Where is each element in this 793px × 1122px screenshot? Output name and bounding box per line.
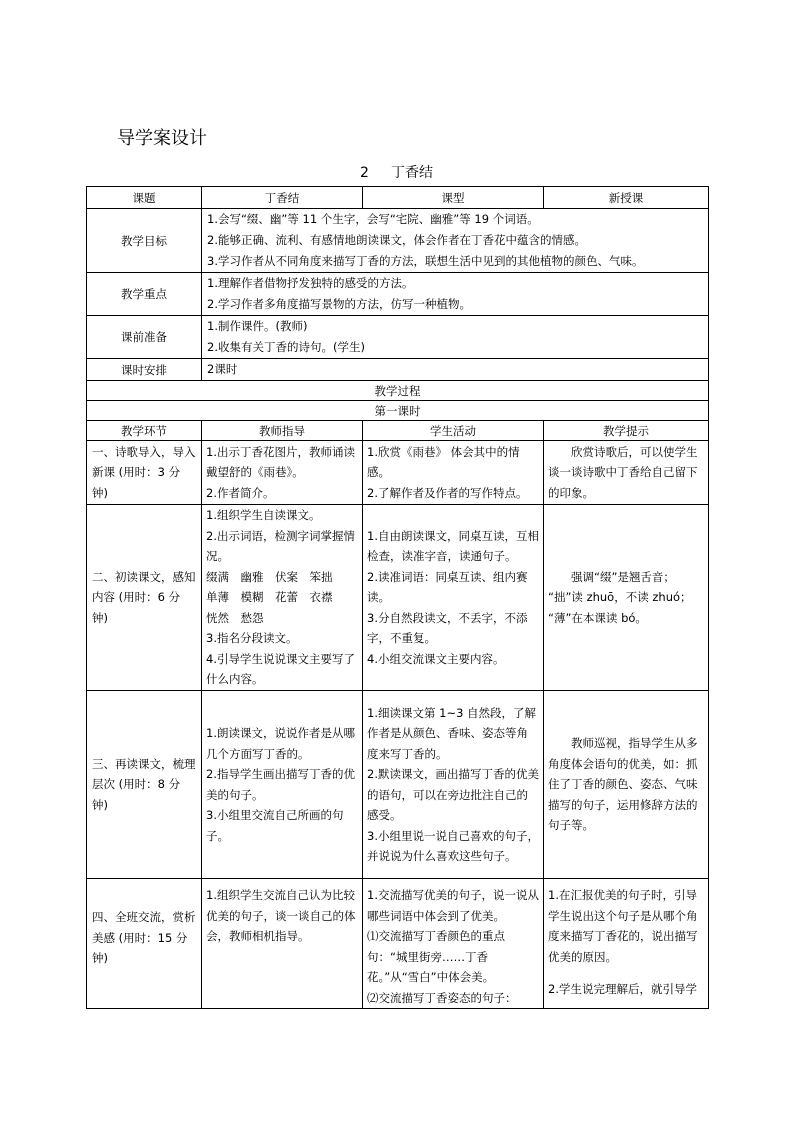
- student-item: 3.小组里说一说自己喜欢的句子，并说说为什么喜欢这些句子。: [367, 828, 539, 863]
- student-item: ⑴交流描写丁香颜色的重点句：“城里街旁……丁香花。”从“雪白”中体会美。: [367, 929, 505, 984]
- process-row: [87, 441, 709, 505]
- lesson-number: 2: [360, 165, 369, 181]
- header-stage: 教学环节: [87, 421, 202, 441]
- student-item: ⑵交流描写丁香姿态的句子：: [367, 990, 517, 1005]
- teacher-cell: [202, 441, 363, 505]
- header-teacher: 教师指导: [202, 421, 363, 441]
- topic-row: [87, 187, 709, 209]
- header-tip: 教学提示: [544, 421, 709, 441]
- student-cell: [363, 691, 544, 879]
- focus-label: 教学重点: [87, 273, 202, 316]
- teacher-item: 2.作者简介。: [206, 485, 275, 500]
- prep-item: 2.收集有关丁香的诗句。(学生): [207, 340, 365, 354]
- prep-item: 1.制作课件。(教师): [207, 319, 308, 333]
- document-title: 导学案设计: [117, 128, 207, 149]
- tip-cell: [544, 505, 709, 691]
- lesson-plan-table: [86, 186, 709, 1009]
- prep-row: [87, 316, 709, 359]
- lesson-name: 丁香结: [390, 165, 433, 181]
- stage-cell: 三、再读课文，梳理层次 (用时：8 分钟): [87, 691, 202, 879]
- teacher-item: 2.出示词语，检测字词掌握情况。: [206, 528, 355, 564]
- tip-item: 强调“缀”是翘舌音；: [571, 569, 675, 584]
- teacher-item: 2.指导学生画出描写丁香的优美的句子。: [206, 767, 355, 802]
- student-cell: [363, 505, 544, 691]
- stage-cell: 四、全班交流，赏析美感 (用时：15 分钟): [87, 879, 202, 1009]
- word-list-line: 恍然 愁怨: [206, 610, 264, 625]
- stage-cell: 一、诗歌导入，导入新课 (用时：3 分钟): [87, 441, 202, 505]
- teacher-item: 3.指名分段读文。: [206, 631, 298, 646]
- student-cell: [363, 879, 544, 1009]
- goal-item: 1.会写“缀、幽”等 11 个生字，会写“宅院、幽雅”等 19 个词语。: [207, 212, 539, 226]
- process-row: [87, 879, 709, 1009]
- goals-row: [87, 209, 709, 273]
- tip-cell: [544, 691, 709, 879]
- teacher-item: 1.出示丁香花图片，教师诵读戴望舒的《雨巷》。: [206, 444, 355, 480]
- word-list-line: 缀满 幽雅 伏案 笨拙: [206, 569, 333, 584]
- student-item: 4.小组交流课文主要内容。: [367, 651, 505, 666]
- topic-label: 课题: [87, 187, 202, 209]
- focus-item: 2.学习作者多角度描写景物的方法，仿写一种植物。: [207, 297, 471, 311]
- teacher-item: 3.小组里交流自己所画的句子。: [206, 808, 344, 843]
- word-list-line: 单薄 模糊 花蕾 衣襟: [206, 590, 333, 605]
- student-item: 3.分自然段读文，不丢字，不添字，不重复。: [367, 610, 528, 646]
- student-item: 2.默读课文，画出描写丁香的优美的语句，可以在旁边批注自己的感受。: [367, 767, 539, 822]
- tip-cell: [544, 879, 709, 1009]
- focus-cell: [202, 273, 709, 316]
- teacher-item: 1.组织学生自读课文。: [206, 508, 321, 523]
- teacher-cell: [202, 505, 363, 691]
- student-item: 1.交流描写优美的句子，说一说从哪些词语中体会到了优美。: [367, 888, 539, 923]
- tip-item: 2.学生说完理解后，就引导学: [548, 982, 697, 996]
- tip-item: “拙”读 zhuō，不读 zhuó；: [548, 590, 692, 605]
- type-value: 新授课: [544, 187, 709, 209]
- tip-item: 欣赏诗歌后，可以使学生谈一谈诗歌中丁香给自己留下的印象。: [548, 444, 698, 500]
- student-cell: [363, 441, 544, 505]
- focus-row: [87, 273, 709, 316]
- tip-cell: [544, 441, 709, 505]
- goals-cell: [202, 209, 709, 273]
- tip-item: “薄”在本课读 bó。: [548, 610, 647, 625]
- process-row: [87, 505, 709, 691]
- teacher-item: 4.引导学生说说课文主要写了什么内容。: [206, 651, 355, 687]
- teacher-item: 1.朗读课文，说说作者是从哪几个方面写丁香的。: [206, 726, 355, 761]
- student-item: 2.读准词语：同桌互读、组内赛读。: [367, 569, 528, 605]
- teacher-cell: [202, 691, 363, 879]
- process-header-row: [87, 421, 709, 441]
- hours-text: 2课时: [207, 362, 238, 376]
- lesson-title: [0, 162, 793, 182]
- teacher-item: 1.组织学生交流自己认为比较优美的句子，谈一谈自己的体会，教师相机指导。: [206, 888, 356, 943]
- student-item: 1.细读课文第 1~3 自然段，了解作者是从颜色、香味、姿态等角度来写丁香的。: [367, 705, 537, 761]
- lesson1-title: 第一课时: [87, 401, 709, 421]
- type-label: 课型: [363, 187, 544, 209]
- prep-cell: [202, 316, 709, 359]
- goal-item: 2.能够正确、流利、有感情地朗读课文，体会作者在丁香花中蕴含的情感。: [207, 233, 586, 247]
- prep-label: 课前准备: [87, 316, 202, 359]
- goals-label: 教学目标: [87, 209, 202, 273]
- goal-item: 3.学习作者从不同角度来描写丁香的方法，联想生活中见到的其他植物的颜色、气味。: [207, 254, 644, 268]
- focus-item: 1.理解作者借物抒发独特的感受的方法。: [207, 276, 414, 290]
- hours-row: [87, 359, 709, 381]
- stage-cell: 二、初读课文，感知内容 (用时：6 分钟): [87, 505, 202, 691]
- tip-item: 1.在汇报优美的句子时，引导学生说出这个句子是从哪个角度来描写丁香花的，说出描写优美的原因。: [548, 888, 698, 964]
- process-row: [87, 691, 709, 879]
- topic-value: 丁香结: [202, 187, 363, 209]
- lesson1-row: [87, 401, 709, 421]
- student-item: 1.自由朗读课文，同桌互读，互相检查，读准字音，读通句子。: [367, 528, 539, 564]
- hours-label: 课时安排: [87, 359, 202, 381]
- student-item: 2.了解作者及作者的写作特点。: [367, 485, 528, 500]
- process-title: 教学过程: [87, 381, 709, 401]
- tip-item: 教师巡视，指导学生从多角度体会语句的优美，如：抓住了丁香的颜色、姿态、气味描写的句子，运用修辞方法的句子等。: [548, 736, 698, 833]
- process-title-row: [87, 381, 709, 401]
- student-item: 1.欣赏《雨巷》 体会其中的情感。: [367, 444, 520, 480]
- teacher-cell: [202, 879, 363, 1009]
- hours-value: [202, 359, 709, 381]
- header-student: 学生活动: [363, 421, 544, 441]
